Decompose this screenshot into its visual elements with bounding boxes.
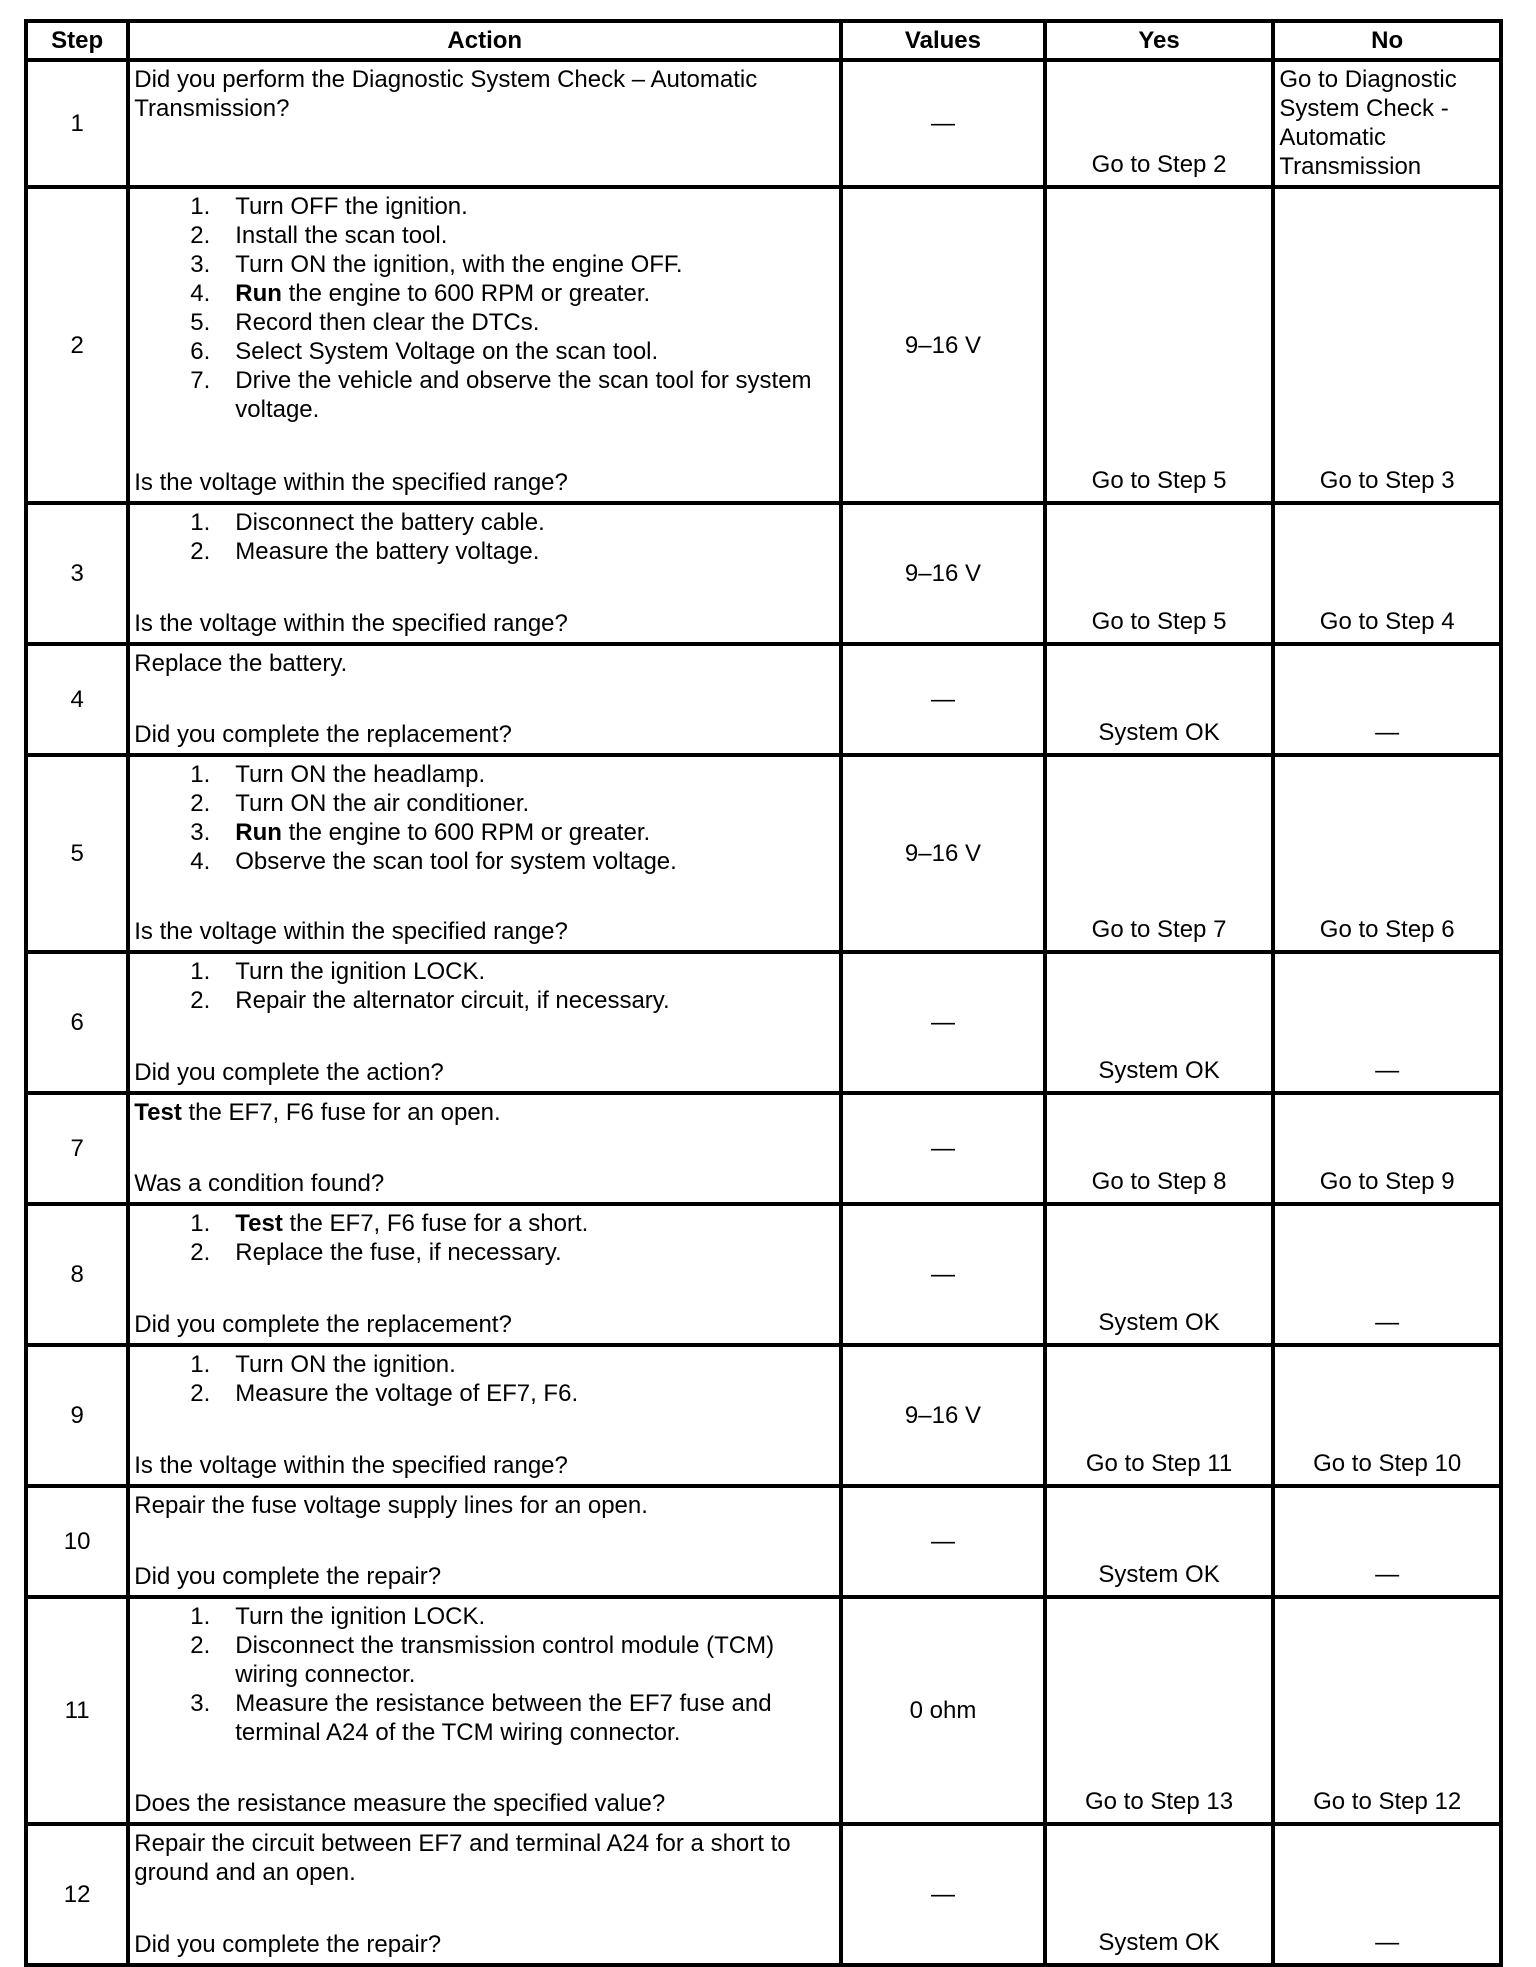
table-row (26, 1093, 1501, 1204)
table-row (26, 644, 1501, 755)
action-question: Does the resistance measure the specified value? (134, 1790, 666, 1817)
yes-cell: Go to Step 5 (1045, 503, 1274, 644)
no-cell: Go to Step 4 (1273, 503, 1501, 644)
list-item-text: Measure the resistance between the EF7 fuse and terminal A24 of the TCM wiring connector. (235, 1690, 772, 1746)
step-number: 1 (26, 60, 128, 187)
list-item-number: 5. (190, 309, 211, 336)
action-question: Did you complete the replacement? (134, 721, 512, 748)
list-item-number: 4. (190, 848, 211, 875)
step-number: 4 (26, 644, 128, 755)
list-item-number: 3. (190, 251, 211, 278)
action-intro: Replace the battery. (134, 650, 348, 677)
value-cell: — (841, 952, 1045, 1093)
action-cell (128, 1093, 841, 1204)
action-instructions (134, 1491, 835, 1520)
action-cell (128, 1486, 841, 1597)
action-question: Is the voltage within the specified range? (134, 469, 568, 496)
list-item (134, 221, 835, 250)
table-row (26, 1486, 1501, 1597)
table-row (26, 503, 1501, 644)
list-item (134, 366, 835, 424)
list-item (134, 337, 835, 366)
action-cell (128, 1204, 841, 1345)
list-item-text: Test the EF7, F6 fuse for a short. (235, 1210, 589, 1237)
action-question: Did you complete the repair? (134, 1563, 442, 1590)
yes-cell: System OK (1045, 1824, 1274, 1965)
action-instructions (134, 957, 835, 1015)
action-content (134, 508, 835, 638)
value-cell: — (841, 1093, 1045, 1204)
action-instructions (134, 649, 835, 678)
table-row (26, 1597, 1501, 1824)
list-item-number: 2. (190, 1380, 211, 1407)
table-row (26, 952, 1501, 1093)
action-content (134, 1350, 835, 1480)
header-values: Values (841, 21, 1045, 60)
action-question: Was a condition found? (134, 1170, 385, 1197)
list-item-number: 4. (190, 280, 211, 307)
step-number: 6 (26, 952, 128, 1093)
yes-cell: Go to Step 13 (1045, 1597, 1274, 1824)
action-content (134, 65, 835, 181)
value-cell: 9–16 V (841, 187, 1045, 503)
action-cell (128, 1824, 841, 1965)
list-item-number: 1. (190, 1603, 211, 1630)
list-item (134, 508, 835, 537)
yes-cell: Go to Step 7 (1045, 755, 1274, 952)
list-item-text: Disconnect the transmission control module (TCM) wiring connector. (235, 1632, 775, 1688)
no-cell: Go to Diagnostic System Check - Automatic Transmission (1273, 60, 1501, 187)
list-item-number: 6. (190, 338, 211, 365)
action-cell (128, 60, 841, 187)
header-no: No (1273, 21, 1501, 60)
list-item-number: 2. (190, 538, 211, 565)
list-item (134, 818, 835, 847)
action-intro: Did you perform the Diagnostic System Check – Automatic Transmission? (134, 66, 758, 122)
list-item-text: Repair the alternator circuit, if necessary. (235, 987, 670, 1014)
no-cell: Go to Step 3 (1273, 187, 1501, 503)
value-cell: 9–16 V (841, 1345, 1045, 1486)
list-item (134, 1602, 835, 1631)
list-item (134, 1689, 835, 1747)
list-item (134, 1209, 835, 1238)
step-number: 10 (26, 1486, 128, 1597)
table-row (26, 1204, 1501, 1345)
action-instructions (134, 1829, 835, 1887)
action-cell (128, 503, 841, 644)
action-content (134, 760, 835, 946)
value-cell: 9–16 V (841, 503, 1045, 644)
header-action: Action (128, 21, 841, 60)
action-question: Did you complete the action? (134, 1059, 444, 1086)
list-item (134, 789, 835, 818)
list-item-number: 1. (190, 761, 211, 788)
action-steps-list (134, 1602, 835, 1747)
list-item-text: Turn ON the air conditioner. (235, 790, 530, 817)
action-content (134, 1602, 835, 1818)
value-cell: — (841, 1486, 1045, 1597)
value-cell: 9–16 V (841, 755, 1045, 952)
yes-cell: System OK (1045, 1204, 1274, 1345)
action-instructions (134, 192, 835, 424)
yes-cell: Go to Step 2 (1045, 60, 1274, 187)
list-item-number: 3. (190, 819, 211, 846)
action-question: Is the voltage within the specified range? (134, 610, 568, 637)
step-number: 11 (26, 1597, 128, 1824)
step-number: 3 (26, 503, 128, 644)
list-item-number: 3. (190, 1690, 211, 1717)
action-cell (128, 755, 841, 952)
action-content (134, 649, 835, 749)
value-cell: — (841, 60, 1045, 187)
action-intro: Test the EF7, F6 fuse for an open. (134, 1099, 501, 1126)
value-cell: — (841, 1204, 1045, 1345)
no-cell: Go to Step 12 (1273, 1597, 1501, 1824)
list-item-text: Turn ON the ignition, with the engine OFF. (235, 251, 683, 278)
table-row (26, 755, 1501, 952)
step-number: 12 (26, 1824, 128, 1965)
list-item-text: Measure the voltage of EF7, F6. (235, 1380, 579, 1407)
action-cell (128, 187, 841, 503)
step-number: 5 (26, 755, 128, 952)
list-item-text: Replace the fuse, if necessary. (235, 1239, 562, 1266)
no-cell: — (1273, 1204, 1501, 1345)
diagnostic-table (24, 19, 1503, 1967)
step-number: 8 (26, 1204, 128, 1345)
list-item (134, 957, 835, 986)
list-item (134, 279, 835, 308)
action-steps-list (134, 192, 835, 424)
list-item (134, 250, 835, 279)
action-instructions (134, 1209, 835, 1267)
list-item-number: 1. (190, 1210, 211, 1237)
list-item-text: Observe the scan tool for system voltage. (235, 848, 677, 875)
action-steps-list (134, 1350, 835, 1408)
step-number: 2 (26, 187, 128, 503)
list-item-text: Turn OFF the ignition. (235, 193, 468, 220)
action-instructions (134, 1350, 835, 1408)
header-row (26, 21, 1501, 60)
yes-cell: Go to Step 11 (1045, 1345, 1274, 1486)
list-item-text: Measure the battery voltage. (235, 538, 540, 565)
list-item-number: 2. (190, 1632, 211, 1659)
no-cell: — (1273, 644, 1501, 755)
action-cell (128, 644, 841, 755)
value-cell: — (841, 1824, 1045, 1965)
action-cell (128, 952, 841, 1093)
action-content (134, 1829, 835, 1959)
list-item-text: Turn ON the ignition. (235, 1351, 456, 1378)
no-cell: — (1273, 1824, 1501, 1965)
action-intro: Repair the circuit between EF7 and terminal A24 for a short to ground and an open. (134, 1830, 791, 1886)
value-cell: 0 ohm (841, 1597, 1045, 1824)
yes-cell: Go to Step 8 (1045, 1093, 1274, 1204)
list-item (134, 1350, 835, 1379)
action-steps-list (134, 508, 835, 566)
list-item-number: 2. (190, 790, 211, 817)
action-content (134, 1209, 835, 1339)
list-item-text: Disconnect the battery cable. (235, 509, 545, 536)
action-cell (128, 1597, 841, 1824)
list-item (134, 760, 835, 789)
value-cell: — (841, 644, 1045, 755)
list-item-number: 7. (190, 367, 211, 394)
action-steps-list (134, 957, 835, 1015)
action-instructions (134, 508, 835, 566)
action-steps-list (134, 1209, 835, 1267)
list-item (134, 986, 835, 1015)
no-cell: Go to Step 6 (1273, 755, 1501, 952)
action-cell (128, 1345, 841, 1486)
list-item (134, 537, 835, 566)
list-item-text: Turn ON the headlamp. (235, 761, 486, 788)
list-item-number: 1. (190, 509, 211, 536)
list-item-text: Drive the vehicle and observe the scan tool for system voltage. (235, 367, 812, 423)
action-content (134, 957, 835, 1087)
action-content (134, 192, 835, 497)
action-steps-list (134, 760, 835, 876)
list-item-number: 2. (190, 222, 211, 249)
yes-cell: System OK (1045, 644, 1274, 755)
list-item (134, 192, 835, 221)
action-instructions (134, 760, 835, 876)
yes-cell: System OK (1045, 952, 1274, 1093)
list-item-number: 2. (190, 987, 211, 1014)
action-content (134, 1491, 835, 1591)
action-question: Is the voltage within the specified range? (134, 918, 568, 945)
action-question: Did you complete the replacement? (134, 1311, 512, 1338)
list-item (134, 1631, 835, 1689)
list-item-text: Install the scan tool. (235, 222, 448, 249)
table-row (26, 187, 1501, 503)
list-item (134, 847, 835, 876)
list-item-text: Run the engine to 600 RPM or greater. (235, 280, 651, 307)
no-cell: Go to Step 10 (1273, 1345, 1501, 1486)
table-row (26, 60, 1501, 187)
list-item-text: Record then clear the DTCs. (235, 309, 540, 336)
action-content (134, 1098, 835, 1198)
header-yes: Yes (1045, 21, 1274, 60)
action-intro: Repair the fuse voltage supply lines for an open. (134, 1492, 648, 1519)
list-item (134, 308, 835, 337)
step-number: 7 (26, 1093, 128, 1204)
no-cell: — (1273, 952, 1501, 1093)
yes-cell: System OK (1045, 1486, 1274, 1597)
list-item (134, 1379, 835, 1408)
list-item-number: 1. (190, 958, 211, 985)
list-item-text: Turn the ignition LOCK. (235, 1603, 486, 1630)
table-row (26, 1345, 1501, 1486)
action-question: Is the voltage within the specified range? (134, 1452, 568, 1479)
table-row (26, 1824, 1501, 1965)
step-number: 9 (26, 1345, 128, 1486)
action-question: Did you complete the repair? (134, 1931, 442, 1958)
list-item-number: 2. (190, 1239, 211, 1266)
no-cell: Go to Step 9 (1273, 1093, 1501, 1204)
list-item-text: Run the engine to 600 RPM or greater. (235, 819, 651, 846)
header-step: Step (26, 21, 128, 60)
list-item (134, 1238, 835, 1267)
list-item-number: 1. (190, 1351, 211, 1378)
action-instructions (134, 1098, 835, 1127)
action-instructions (134, 65, 835, 123)
list-item-text: Select System Voltage on the scan tool. (235, 338, 659, 365)
action-instructions (134, 1602, 835, 1747)
no-cell: — (1273, 1486, 1501, 1597)
list-item-text: Turn the ignition LOCK. (235, 958, 486, 985)
yes-cell: Go to Step 5 (1045, 187, 1274, 503)
list-item-number: 1. (190, 193, 211, 220)
